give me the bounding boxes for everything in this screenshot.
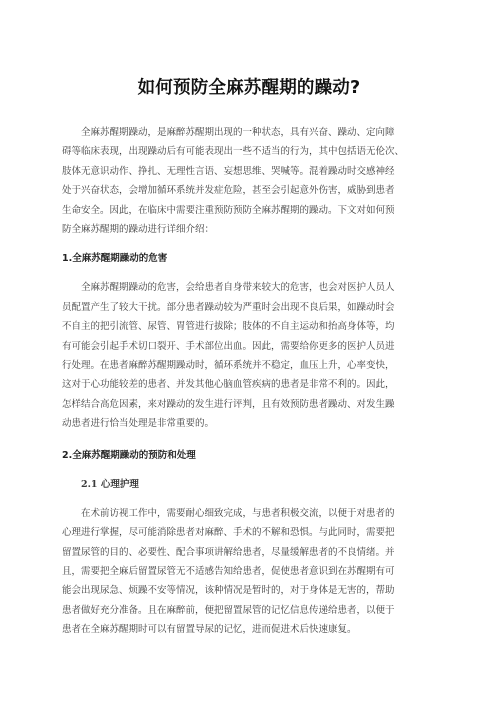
- paragraph-line: 不自主的把引流管、尿管、胃管进行拔除；肢体的不自主运动和抬高身体等，均: [62, 321, 395, 333]
- section-1-paragraph: [62, 278, 436, 433]
- spacer: [62, 465, 436, 475]
- paragraph-line: 动患者进行恰当处理是非常重要的。: [62, 418, 215, 430]
- paragraph-line: 全麻苏醒期躁动的危害，会给患者自身带来较大的危害，也会对医护人员人: [62, 282, 395, 294]
- paragraph-line: 患者做好充分准备。且在麻醉前，便把留置尿管的记忆信息传递给患者，以便于: [62, 604, 395, 616]
- section-heading-2: 2.全麻苏醒期躁动的预防和处理: [62, 449, 196, 461]
- paragraph-line: 碍等临床表现，出现躁动后有可能表现出一些不适当的行为，其中包括语无伦次、: [62, 146, 405, 158]
- paragraph-line: 留置尿管的目的、必要性、配合事项讲解给患者，尽量缓解患者的不良情绪。并: [62, 546, 395, 558]
- page-title: 如何预防全麻苏醒期的躁动?: [137, 78, 361, 98]
- section-heading-1: 1.全麻苏醒期躁动的危害: [62, 253, 168, 265]
- paragraph-line: 怎样结合高危因素，来对躁动的发生进行评判，且有效预防患者躁动、对发生躁: [62, 398, 395, 410]
- spacer: [62, 268, 436, 278]
- paragraph-line: 肢体无意识动作、挣扎、无理性言语、妄想思维、哭喊等。混着躁动时交感神经: [62, 165, 395, 177]
- paragraph-line: 全麻苏醒期躁动，是麻醉苏醒期出现的一种状态，具有兴奋、躁动、定向障: [62, 127, 395, 138]
- paragraph-line: 防全麻苏醒期的躁动进行详细介绍：: [62, 224, 215, 236]
- paragraph-line: 患者在全麻苏醒期时可以有留置导尿的记忆，进而促进术后快速康复。: [62, 624, 357, 636]
- paragraph-line: 生命安全。因此，在临床中需要注重预防预防全麻苏醒期的躁动。下文对如何预: [62, 204, 395, 216]
- paragraph-line: 员配置产生了较大干扰。部分患者躁动较为严重时会出现不良后果，如躁动时会: [62, 301, 395, 313]
- paragraph-line: 在术前访视工作中，需要耐心细致完成，与患者积极交流，以便于对患者的: [62, 507, 395, 519]
- section-2-paragraph: [62, 504, 436, 640]
- spacer: [62, 239, 436, 249]
- paragraph-line: 能会出现尿急、烦躁不安等情况，该种情况是暂时的，对于身体是无害的，帮助: [62, 585, 395, 597]
- spacer: [62, 434, 436, 446]
- paragraph-line: 心理进行掌握，尽可能消除患者对麻醉、手术的不解和恐惧。与此同时，需要把: [62, 527, 395, 539]
- paragraph-line: 这对于心功能较差的患者、并发其他心脑血管疾病的患者是非常不利的。因此，: [62, 379, 395, 391]
- spacer: [62, 494, 436, 504]
- paragraph-line: 行处理。在患者麻醉苏醒期躁动时，循环系统并不稳定，血压上升，心率变快，: [62, 360, 395, 372]
- intro-paragraph: [62, 123, 436, 239]
- subsection-heading: 2.1 心理护理: [62, 478, 139, 490]
- paragraph-line: 处于兴奋状态，会增加循环系统并发症危险，甚至会引起意外伤害，威胁到患者: [62, 185, 395, 197]
- paragraph-line: 且，需要把全麻后留置尿管无不适感告知给患者，促使患者意识到在苏醒期有可: [62, 565, 395, 577]
- paragraph-line: 有可能会引起手术切口裂开、手术部位出血。因此，需要给你更多的医护人员进: [62, 340, 395, 352]
